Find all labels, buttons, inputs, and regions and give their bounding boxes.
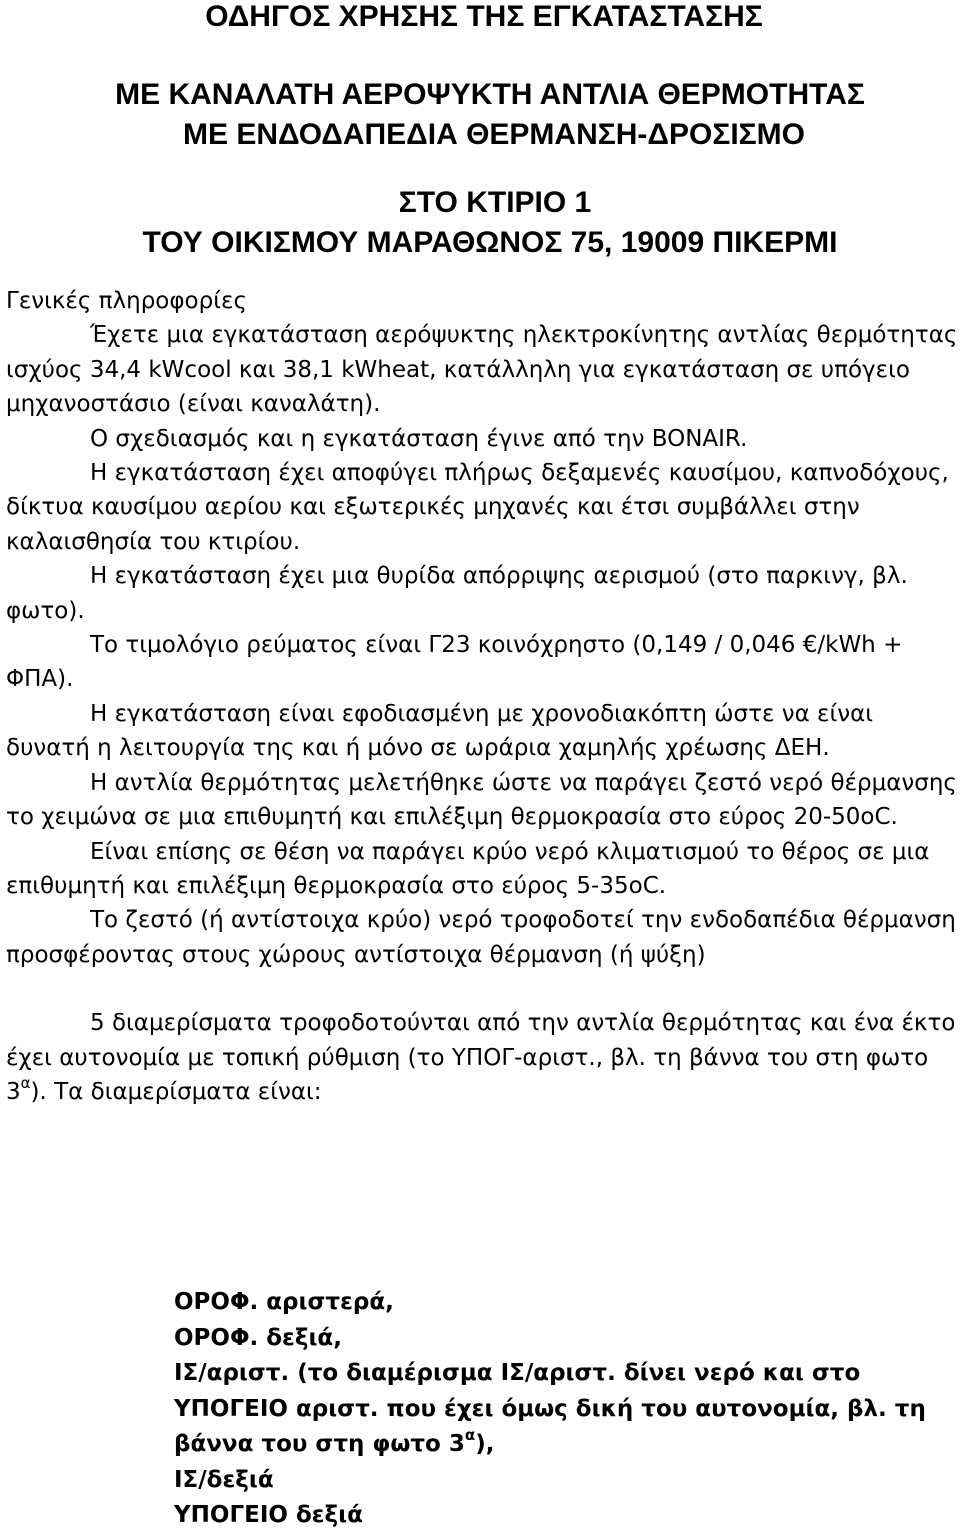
apartment-item-4: ΙΣ/δεξιά [174, 1466, 274, 1493]
apartments-intro-text: 5 διαμερίσματα τροφοδοτούνται από την αντλία θερμότητας και ένα έκτο έχει αυτονομία με τοπική ρύθμιση (το ΥΠΟΓ-αριστ., βλ. τη βάννα του στη φωτο 3 [6, 1010, 956, 1105]
paragraph-design: Ο σχεδιασμός και η εγκατάσταση έγινε από την BONAIR. [90, 425, 748, 452]
apartment-item-3-text: ΙΣ/αριστ. (το διαμέρισμα ΙΣ/αριστ. δίνει νερό και στο ΥΠΟΓΕΙΟ αριστ. που έχει όμως δική του αυτονομία, βλ. τη βάννα του στη φωτο 3 [174, 1360, 926, 1457]
section-heading: Γενικές πληροφορίες [6, 288, 247, 314]
paragraph-vent: Η εγκατάσταση έχει μια θυρίδα απόρριψης αερισμού (στο παρκινγ, βλ. φωτο). [6, 563, 908, 624]
document-body [6, 284, 958, 1109]
paragraph-timer: Η εγκατάσταση είναι εφοδιασμένη με χρονοδιακόπτη ώστε να είναι δυνατή η λειτουργία της και ή μόνο σε ωράρια χαμηλής χρέωσης ΔΕΗ. [6, 700, 874, 762]
apartment-item-3-superscript: α [464, 1426, 476, 1444]
paragraph-floor-heating: Το ζεστό (ή αντίστοιχα κρύο) νερό τροφοδοτεί την ενδοδαπέδια θέρμανση προσφέροντας στους χώρους αντίστοιχα θέρμανση (ή ψύξη) [6, 907, 956, 968]
document-title-line-3: ΜΕ ΕΝΔΟΔΑΠΕΔΙΑ ΘΕΡΜΑΝΣΗ-ΔΡΟΣΙΣΜΟ [182, 118, 805, 151]
apartment-item-5: ΥΠΟΓΕΙΟ δεξιά [174, 1502, 363, 1528]
paragraph-installation: Έχετε μια εγκατάσταση αερόψυκτης ηλεκτροκίνητης αντλίας θερμότητας ισχύος 34,4 kWcool και 38,1 kWheat, κατάλληλη για εγκατάσταση σε υπόγειο μηχανοστάσιο (είναι καναλάτη). [6, 322, 958, 418]
paragraph-aesthetics: Η εγκατάσταση έχει αποφύγει πλήρως δεξαμενές καυσίμου, καπνοδόχους, δίκτυα καυσίμου αερίου και εξωτερικές μηχανές και έτσι συμβάλλει στην καλαισθησία του κτιρίου. [6, 460, 949, 555]
paragraph-heating: Η αντλία θερμότητας μελετήθηκε ώστε να παράγει ζεστό νερό θέρμανσης το χειμώνα σε μια επιθυμητή και επιλέξιμη θερμοκρασία στο εύρος 20-50oC. [6, 769, 957, 831]
apartments-list [174, 1285, 954, 1534]
apartments-intro-end: ). Τα διαμερίσματα είναι: [30, 1078, 322, 1105]
apartment-item-2: ΟΡΟΦ. δεξιά, [174, 1324, 342, 1351]
document-title-line-4: ΣΤΟ ΚΤΙΡΙΟ 1 [398, 186, 592, 219]
document-title-line-1: ΟΔΗΓΟΣ ΧΡΗΣΗΣ ΤΗΣ ΕΓΚΑΤΑΣΤΑΣΗΣ [205, 0, 763, 33]
apartments-intro-superscript: α [20, 1073, 31, 1092]
apartment-item-1: ΟΡΟΦ. αριστερά, [174, 1289, 394, 1315]
blank-line [6, 972, 958, 1006]
document-title-line-5: ΤΟΥ ΟΙΚΙΣΜΟΥ ΜΑΡΑΘΩΝΟΣ 75, 19009 ΠΙΚΕΡΜΙ [142, 226, 838, 259]
apartment-item-3 [174, 1356, 954, 1463]
document-title-line-2: ΜΕ ΚΑΝΑΛΑΤΗ ΑΕΡΟΨΥΚΤΗ ΑΝΤΛΙΑ ΘΕΡΜΟΤΗΤΑΣ [115, 78, 865, 111]
paragraph-tariff: Το τιμολόγιο ρεύματος είναι Γ23 κοινόχρηστο (0,149 / 0,046 €/kWh + ΦΠΑ). [6, 632, 903, 693]
paragraph-cooling: Είναι επίσης σε θέση να παράγει κρύο νερό κλιματισμού το θέρος σε μια επιθυμητή και επιλέξιμη θερμοκρασία στο εύρος 5-35oC. [6, 838, 930, 899]
apartment-item-3-end: ), [475, 1431, 495, 1457]
paragraph-apartments-intro [6, 1006, 958, 1109]
